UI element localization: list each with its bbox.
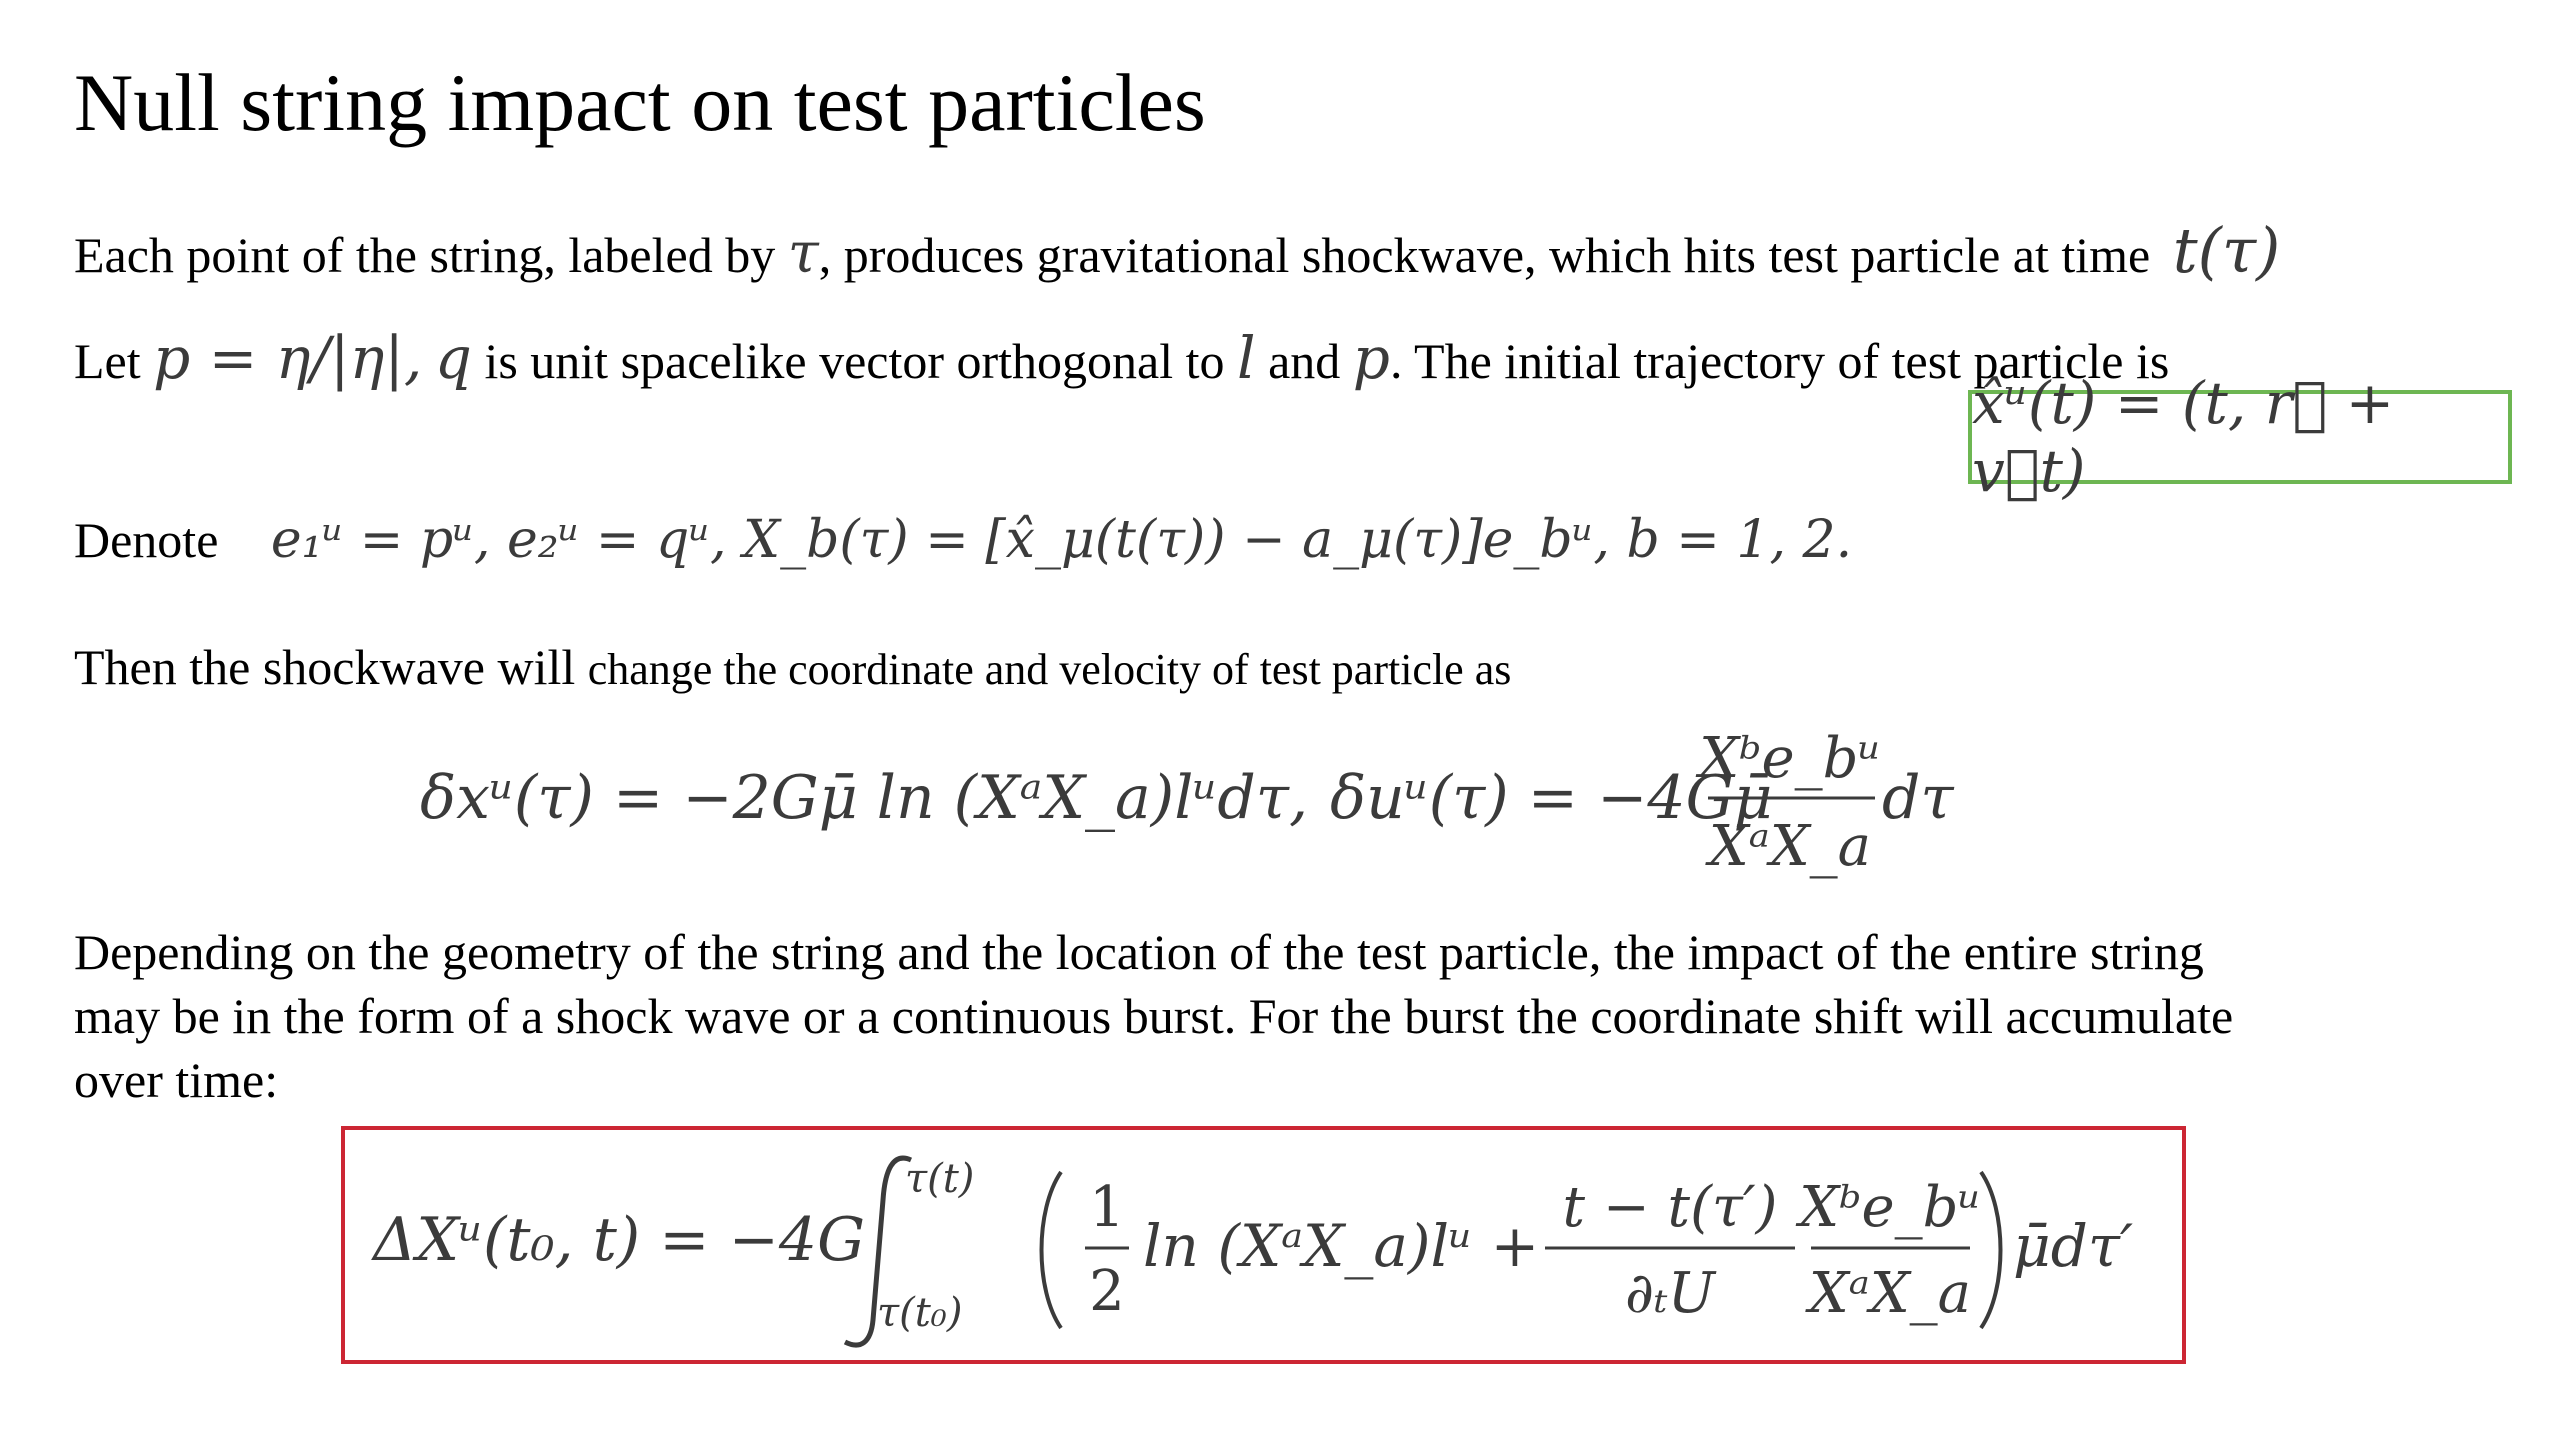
math-tau: τ xyxy=(787,221,819,286)
eq-delta-u-numerator: Xᵇe_bᵘ xyxy=(1699,726,1881,791)
integral-lower-limit: τ(t₀) xyxy=(877,1290,963,1336)
line-shockwave-intro xyxy=(74,212,2280,290)
math-l: l xyxy=(1237,324,1256,392)
line-denote xyxy=(74,508,1852,573)
burst-equation xyxy=(345,1130,2182,1360)
burst-lhs: ΔXᵘ(t₀, t) = −4G xyxy=(373,1205,866,1275)
paragraph-line: Depending on the geometry of the string and the location of the test particle, the impact of the entire string xyxy=(74,924,2204,980)
shockwave-equations xyxy=(400,715,2100,885)
line1-text: Each point of the string, labeled by xyxy=(74,227,776,283)
slide-title: Null string impact on test particles xyxy=(74,57,1206,148)
trajectory-equation: x̂ᵘ(t) = (t, r⃗ + v⃗t) xyxy=(1972,369,2395,505)
eq-delta-x: δxᵘ(τ) = −2Gμ̄ ln (XᵃX_a)lᵘdτ, xyxy=(420,763,1309,833)
denote-label: Denote xyxy=(74,512,219,568)
line-let xyxy=(74,322,2169,395)
denote-equation: e₁ᵘ = pᵘ, e₂ᵘ = qᵘ, X_b(τ) = [x̂_μ(t(τ)) − a_μ(τ)]e_bᵘ, b = 1, 2. xyxy=(270,510,1853,570)
frac2-denominator: XᵃX_a xyxy=(1808,1261,1972,1326)
frac2-numerator: Xᵇe_bᵘ xyxy=(1799,1175,1981,1240)
math-t-tau: t(τ) xyxy=(2172,214,2281,287)
math-p-def: p = η/|η|, xyxy=(153,324,423,392)
left-parenthesis xyxy=(1042,1172,1062,1328)
then-text-b: change the coordinate and velocity of test particle as xyxy=(587,645,1512,694)
ln-term: ln (XᵃX_a)lᵘ + xyxy=(1143,1212,1540,1280)
frac1-denominator: ∂ₜU xyxy=(1625,1261,1715,1326)
integral-upper-limit: τ(t) xyxy=(905,1156,975,1202)
math-p: p xyxy=(1352,324,1390,392)
burst-equation-box xyxy=(341,1126,2186,1364)
paragraph-line: may be in the form of a shock wave or a continuous burst. For the burst the coordinate shift will accumulate xyxy=(74,988,2234,1044)
half-denominator: 2 xyxy=(1089,1259,1125,1324)
eq-delta-u-denominator: XᵃX_a xyxy=(1708,814,1872,879)
math-q: q xyxy=(434,324,472,392)
line2-let: Let xyxy=(74,333,141,389)
then-text-a: Then the shockwave will xyxy=(74,639,576,695)
half-numerator: 1 xyxy=(1089,1175,1125,1240)
burst-tail: μ̄dτ′ xyxy=(2013,1212,2134,1280)
frac1-numerator: t − t(τ′) xyxy=(1562,1175,1778,1240)
paragraph-line: over time: xyxy=(74,1052,279,1108)
line2-end: . The initial trajectory of test particle is xyxy=(1389,333,2170,389)
line2-mid: is unit spacelike vector orthogonal to xyxy=(484,333,1225,389)
trajectory-equation-box xyxy=(1968,369,2512,505)
burst-paragraph xyxy=(74,920,2474,1112)
eq-delta-u-lhs: δuᵘ(τ) = −4Gμ̄ xyxy=(1330,763,1773,833)
line2-and: and xyxy=(1268,333,1341,389)
line1-text-after: , produces gravitational shockwave, which hits test particle at time xyxy=(818,227,2151,283)
right-parenthesis xyxy=(1981,1172,2001,1328)
eq-delta-u-tail: dτ xyxy=(1882,763,1954,833)
line-then xyxy=(74,636,1511,699)
